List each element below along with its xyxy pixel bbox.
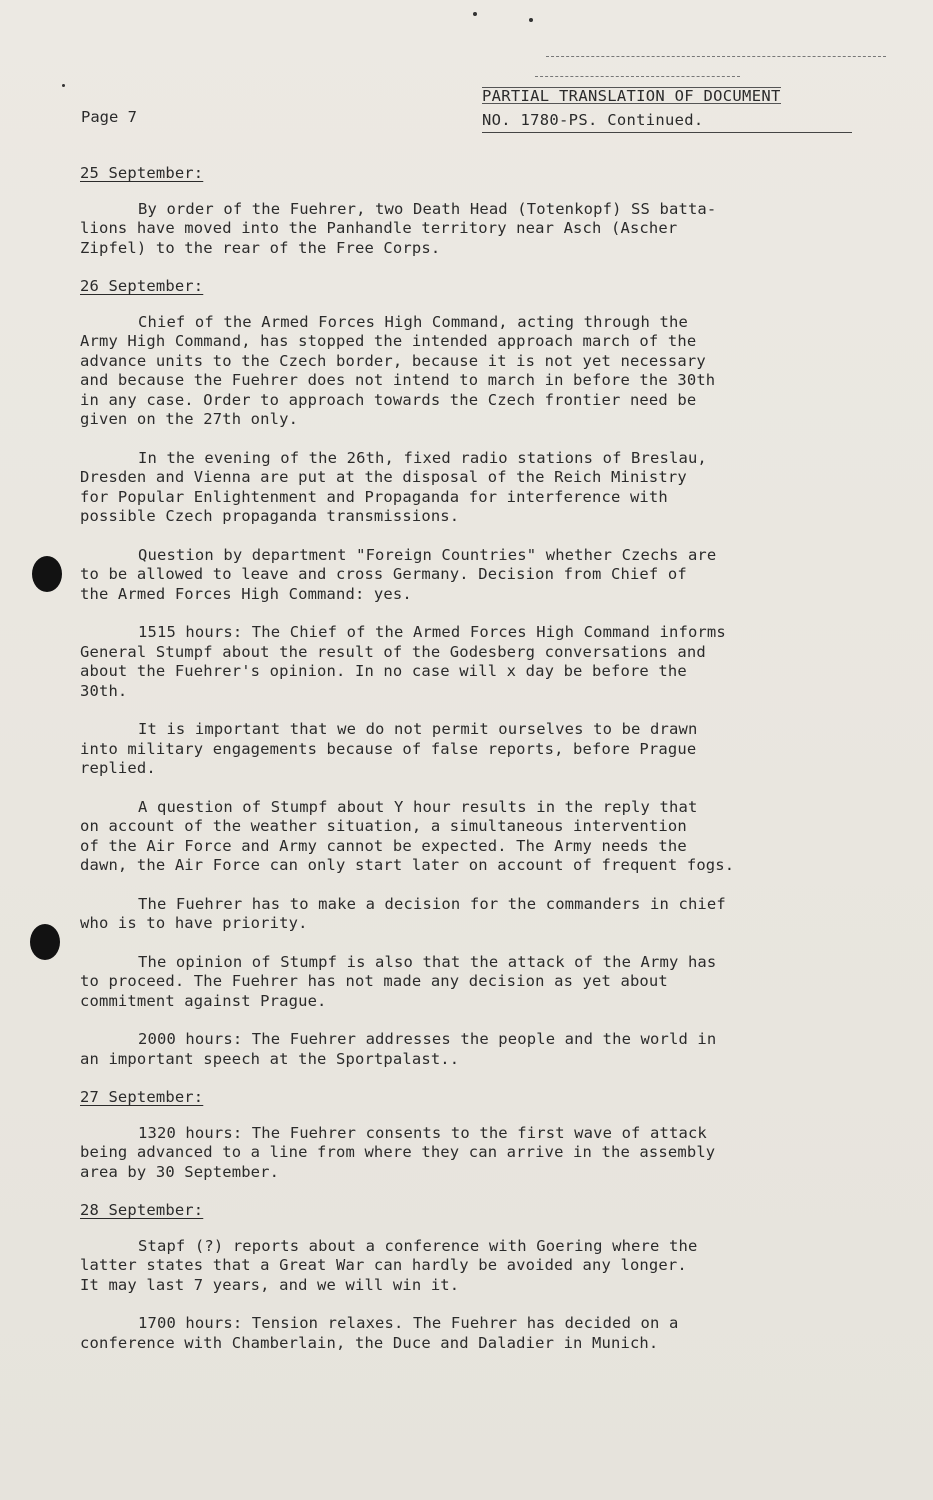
paragraph: Question by department "Foreign Countries" whether Czechs are to be allowed to leave and cross Germany. Decision from Chief of the Armed Forces High Command: yes. (80, 545, 717, 603)
paragraph: Stapf (?) reports about a conference with Goering where the latter states that a Great War can hardly be avoided any longer. It may last 7 years, and we will win it. (80, 1236, 698, 1294)
header-title-line2: NO. 1780-PS. Continued. (482, 110, 852, 133)
paragraph: 1320 hours: The Fuehrer consents to the first wave of attack being advanced to a line from where they can arrive in the assembly area by 30 September. (80, 1123, 716, 1181)
document-header (482, 86, 852, 133)
page-number: Page 7 (81, 108, 137, 126)
paragraph: It is important that we do not permit ourselves to be drawn into military engagements because of false reports, before Prague replied. (80, 720, 698, 777)
section-date: 26 September: (80, 277, 204, 295)
paragraph: By order of the Fuehrer, two Death Head (Totenkopf) SS batta- lions have moved into the Panhandle territory near Asch (Ascher Zipfel) to the rear of the Free Corps. (80, 199, 717, 257)
paragraph: 1700 hours: Tension relaxes. The Fuehrer has decided on a conference with Chamberlain, the Duce and Daladier in Munich. (80, 1314, 679, 1352)
punch-hole-upper (32, 556, 62, 592)
document-body (80, 164, 870, 1372)
paragraph: Chief of the Armed Forces High Command, acting through the Army High Command, has stopped the intended approach march of the advance units to the Czech border, because it is not yet necessary and because the Fuehrer does not intend to march in before the 30th in any case. Order to approach towards the Czech frontier need be given on the 27th only. (80, 312, 716, 428)
section-26-september (80, 277, 870, 1069)
section-date: 28 September: (80, 1201, 204, 1219)
section-25-september (80, 164, 870, 258)
paragraph: 2000 hours: The Fuehrer addresses the people and the world in an important speech at the Sportpalast.. (80, 1030, 717, 1068)
speck-mark (62, 84, 65, 87)
speck-mark (473, 12, 477, 16)
section-28-september (80, 1201, 870, 1353)
speck-mark (529, 18, 533, 22)
section-date: 27 September: (80, 1088, 204, 1106)
dashed-rule (546, 56, 886, 57)
paragraph: A question of Stumpf about Y hour results in the reply that on account of the weather situation, a simultaneous intervention of the Air Force and Army cannot be expected. The Army needs the dawn, the Air Force can only start later on account of frequent fogs. (80, 797, 735, 874)
paragraph: The Fuehrer has to make a decision for the commanders in chief who is to have priority. (80, 894, 726, 932)
dashed-rule (535, 76, 740, 77)
paragraph: In the evening of the 26th, fixed radio stations of Breslau, Dresden and Vienna are put at the disposal of the Reich Ministry for Popular Enlightenment and Propaganda for interference with possible Czech propaganda transmissions. (80, 448, 707, 525)
section-27-september (80, 1088, 870, 1182)
punch-hole-lower (30, 924, 60, 960)
header-title-line1: PARTIAL TRANSLATION OF DOCUMENT (482, 87, 781, 105)
paragraph: 1515 hours: The Chief of the Armed Forces High Command informs General Stumpf about the result of the Godesberg conversations and about the Fuehrer's opinion. In no case will x day be before the 30th. (80, 623, 726, 700)
section-date: 25 September: (80, 164, 204, 182)
paragraph: The opinion of Stumpf is also that the attack of the Army has to proceed. The Fuehrer has not made any decision as yet about commitment against Prague. (80, 952, 717, 1010)
